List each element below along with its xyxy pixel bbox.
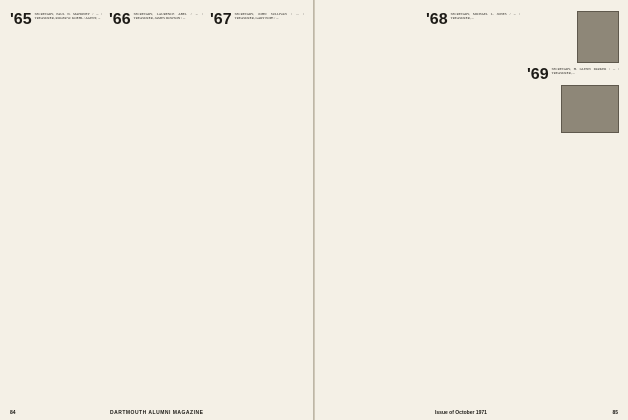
class-officers: SECRETARY, MICHAEL L. JONES / ... / TREASURER, ... — [450, 12, 520, 21]
running-footer: DARTMOUTH ALUMNI MAGAZINE — [110, 410, 204, 416]
left-column-1 — [10, 8, 102, 404]
issue-footer: Issue of October 1971 — [435, 410, 487, 416]
class-officers: SECRETARY, JOHN SULLIVAN / ... / TREASURER, GARY POPE / ... — [234, 12, 304, 21]
class-heading — [527, 67, 619, 82]
class-year: '67 — [210, 11, 232, 28]
right-column-2 — [426, 8, 520, 404]
left-column-2 — [109, 8, 203, 404]
class-year: '68 — [426, 11, 448, 28]
group-photo — [561, 85, 619, 133]
class-heading — [10, 12, 102, 27]
class-heading — [210, 12, 304, 27]
page-number: 85 — [612, 410, 618, 416]
page-number: 84 — [10, 410, 16, 416]
class-officers: SECRETARY, PAUL N. MAHONEY / ... / TREASURER, ROGER W. KOEHL / AGENT, ... — [34, 12, 102, 21]
class-year: '69 — [527, 66, 549, 83]
class-heading — [426, 12, 520, 27]
right-column-3 — [527, 8, 619, 404]
portrait-photo — [577, 11, 619, 63]
class-heading — [109, 12, 203, 27]
right-column-1 — [325, 8, 419, 404]
right-page — [314, 0, 628, 420]
class-year: '66 — [109, 11, 131, 28]
class-year: '65 — [10, 11, 32, 28]
class-officers: SECRETARY, LAURENCE ABEL / ... / TREASURER, JAMES DOWSON / ... — [133, 12, 203, 21]
left-column-3 — [210, 8, 304, 404]
class-officers: SECRETARY, H. GLENN PARKER / ... / TREASURER, ... — [551, 67, 619, 76]
